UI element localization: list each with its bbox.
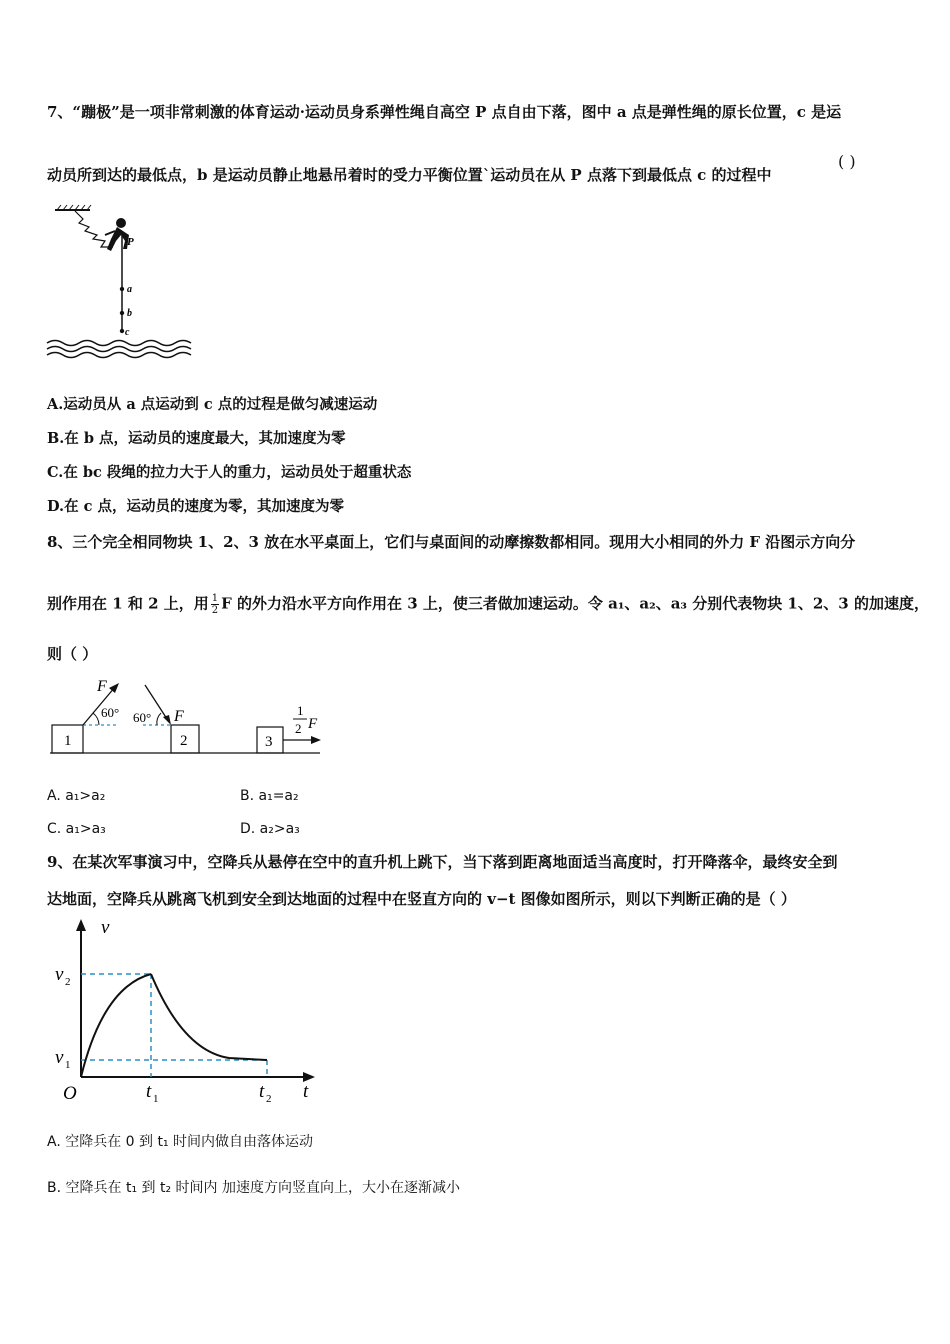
q9-stem-line1: 9、在某次军事演习中，空降兵从悬停在空中的直升机上跳下，当下落到距离地面适当高度时，打开降落伞，最终安全到 bbox=[47, 853, 838, 871]
half-force-denominator: 2 bbox=[295, 721, 302, 736]
falling-curve bbox=[151, 974, 267, 1060]
fraction-denominator: 2 bbox=[211, 605, 219, 616]
y-axis-label: v bbox=[101, 917, 110, 938]
q8-option-d[interactable]: D. a₂>a₃ bbox=[240, 821, 300, 837]
q7-bungee-figure bbox=[45, 205, 200, 365]
force-f1-label: F bbox=[97, 678, 107, 695]
block-1-label: 1 bbox=[64, 733, 72, 749]
point-b-label: b bbox=[127, 308, 132, 319]
t1-label: t bbox=[146, 1081, 152, 1102]
q9-option-b[interactable]: B. 空降兵在 t₁ 到 t₂ 时间内 加速度方向竖直向上，大小在逐渐减小 bbox=[47, 1180, 460, 1196]
point-c-label: c bbox=[125, 327, 130, 338]
q7-option-d[interactable]: D.在 c 点，运动员的速度为零，其加速度为零 bbox=[47, 498, 345, 515]
water-waves bbox=[47, 341, 191, 358]
q9-vt-graph bbox=[45, 915, 335, 1110]
q7-stem-line2: 动员所到达的最低点，b 是运动员静止地悬吊着时的受力平衡位置`运动员在从 P 点落下到最低点 c 的过程中 bbox=[47, 166, 772, 184]
y-axis-arrow bbox=[76, 919, 86, 931]
t2-label: t bbox=[259, 1081, 265, 1102]
v2-label: v bbox=[55, 964, 64, 985]
v1-label: v bbox=[55, 1047, 64, 1068]
point-p-label: P bbox=[127, 236, 134, 248]
force-f3-label: F bbox=[308, 716, 318, 732]
origin-label: O bbox=[63, 1083, 77, 1104]
x-axis-label: t bbox=[303, 1081, 309, 1102]
point-a-label: a bbox=[127, 284, 132, 295]
q8-stem-line1: 8、三个完全相同物块 1、2、3 放在水平桌面上，它们与桌面间的动摩擦数都相同。现用大小相同的外力 F 沿图示方向分 bbox=[47, 533, 856, 551]
q8-blocks-figure bbox=[45, 675, 330, 760]
q7-option-a[interactable]: A.运动员从 a 点运动到 c 点的过程是做匀减速运动 bbox=[47, 396, 378, 413]
q8-option-b[interactable]: B. a₁=a₂ bbox=[240, 788, 299, 804]
v1-subscript: 1 bbox=[65, 1059, 71, 1071]
q8-fraction bbox=[211, 593, 219, 616]
block-2-label: 2 bbox=[180, 733, 188, 749]
block-3-label: 3 bbox=[265, 734, 273, 750]
q7-option-b[interactable]: B.在 b 点，运动员的速度最大，其加速度为零 bbox=[47, 430, 346, 447]
t1-subscript: 1 bbox=[153, 1093, 159, 1105]
angle-1-label: 60° bbox=[101, 705, 120, 720]
rising-curve bbox=[81, 974, 151, 1077]
q8-stem-line2 bbox=[47, 593, 929, 616]
q8-line2-end: F 的外力沿水平方向作用在 3 上，使三者做加速运动。令 a₁、a₂、a₃ 分别代表物块 1、2、3 的加速度， bbox=[221, 594, 929, 613]
q9-stem-line2: 达地面，空降兵从跳离飞机到安全到达地面的过程中在竖直方向的 v−t 图像如图所示，则以下判断正确的是（ ） bbox=[47, 890, 796, 908]
angle-2-label: 60° bbox=[133, 710, 152, 725]
q7-stem-line1: 7、“蹦极”是一项非常刺激的体育运动·运动员身系弹性绳自高空 P 点自由下落，图中 a 点是弹性绳的原长位置，c 是运 bbox=[47, 103, 842, 121]
t2-subscript: 2 bbox=[266, 1093, 272, 1105]
q8-option-a[interactable]: A. a₁>a₂ bbox=[47, 788, 106, 804]
fraction-numerator: 1 bbox=[211, 593, 219, 604]
force-f2-label: F bbox=[174, 708, 184, 725]
q9-option-a[interactable]: A. 空降兵在 0 到 t₁ 时间内做自由落体运动 bbox=[47, 1134, 314, 1150]
half-force-numerator: 1 bbox=[297, 703, 304, 718]
v2-subscript: 2 bbox=[65, 976, 71, 988]
q8-line2-start: 别作用在 1 和 2 上，用 bbox=[47, 594, 209, 613]
q7-option-c[interactable]: C.在 bc 段绳的拉力大于人的重力，运动员处于超重状态 bbox=[47, 464, 412, 481]
q7-answer-bracket: ( ) bbox=[838, 152, 856, 171]
q8-stem-line3: 则（ ） bbox=[47, 645, 98, 663]
q8-option-c[interactable]: C. a₁>a₃ bbox=[47, 821, 106, 837]
jumper-icon bbox=[105, 218, 129, 251]
